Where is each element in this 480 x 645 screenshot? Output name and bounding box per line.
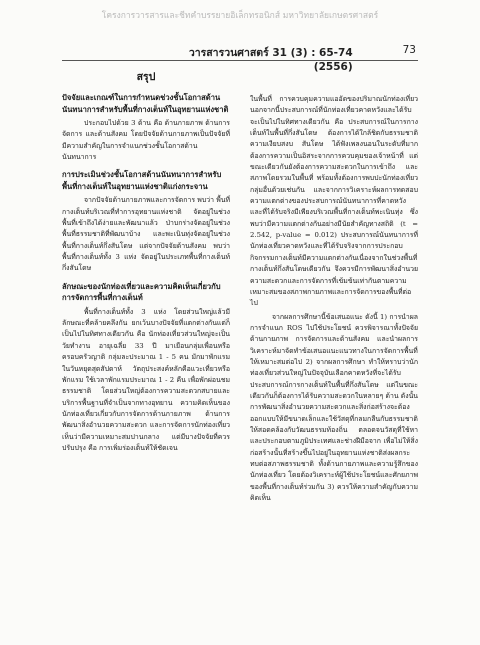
body-paragraph-recommendations: จากผลการศึกษานี้ข้อเสนอแนะ ดังนี้ 1) การนำผลการจำแนก ROS ไปใช้ประโยชน์ ควรพิจารณาทั้งปัจจัยด้านกายภาพ การจัดการและด้านสังคม และนำผลการวิเคราะห์มาจัดทำข้อเสนอแนะแนวทางในการจัดการพื้นที่ให้เหมาะสมต่อไป 2) จากผลการศึกษา ทำให้ทราบว่านักท่องเที่ยวส่วนใหญ่ในปัจจุบันเลือกคาดหวังที่จะได้รับประสบการณ์การกางเต็นท์ในพื้นที่กึ่งสันโดษ แต่ในขณะเดียวกันก็ต้องการได้รับความสะดวกในหลายๆ ด้าน ดังนั้น การพัฒนาสิ่งอำนวยความสะดวกและสิ่งก่อสร้างจะต้องออกแบบให้มีขนาดเล็กและใช้วัสดุที่กลมกลืนกับธรรมชาติ ให้สอดคล้องกับวัฒนธรรมท้องถิ่น ตลอดจนวัสดุที่ใช้หาและประกอบตามภูมิประเทศและช่างฝีมือจาก เพื่อไม่ให้สิ่งก่อสร้างนั้นที่สร้างขึ้นไปอยู่ในอุทยานแห่งชาติส่งผลกระทบต่อสภาพธรรมชาติ ทั้งด้านกายภาพและความรู้สึกของนักท่องเที่ยว โดยต้องวิเคราะห์ผู้ใช้ประโยชน์และศักยภาพของพื้นที่กางเต็นท์ร่วมกัน 3) ควรให้ความสำคัญกับความคิดเห็น [250,312,418,503]
right-column [250,94,418,506]
page-number: 73 [402,44,416,56]
journal-citation: วารสารวนศาสตร์ 31 (3) : 65-74 (2556) [188,47,353,73]
header-rule [62,60,418,61]
watermark-text: โครงการวารสารและชีทคำบรรยายอิเล็กทรอนิกส์ มหาวิทยาลัยเกษตรศาสตร์ [101,11,379,21]
section-paragraph-assessment: จากปัจจัยด้านกายภาพและการจัดการ พบว่า พื้นที่กางเต็นท์บริเวณที่ทำการอุทยานแห่งชาติ จัดอยู่ในช่วงพื้นที่เข้าถึงได้ง่ายและพัฒนาแล้ว ป่าบกร่างจัดอยู่ในช่วงพื้นที่ธรรมชาติที่พัฒนาบ้าง และพะเนินทุ่งจัดอยู่ในช่วงพื้นที่กางเต็นท์กึ่งสันโดษ แต่จากปัจจัยด้านสังคม พบว่า พื้นที่กางเต็นท์ทั้ง 3 แห่ง จัดอยู่ในประเภทพื้นที่กางเต็นท์กึ่งสันโดษ [62,196,230,273]
section-title-assessment: การประเมินช่วงชั้นโอกาสด้านนันทนาการสำหรับพื้นที่กางเต็นท์ในอุทยานแห่งชาติแก่งกระจาน [62,170,222,191]
section-paragraph-visitors: พื้นที่กางเต็นท์ทั้ง 3 แห่ง โดยส่วนใหญ่แล้วมีลักษณะที่คล้ายคลึงกัน ยกเว้นบางปัจจัยที่แตกต่างกันแต่ก็เป็นไปในทิศทางเดียวกัน คือ นักท่องเที่ยวส่วนใหญ่จะเป็นวัยทำงาน อายุเฉลี่ย 33 ปี มาเยือนกลุ่มเพื่อนหรือครอบครัวญาติ กลุ่มละประมาณ 1 - 5 คน มักมาพักแรมในวันหยุดสุดสัปดาห์ วัตถุประสงค์หลักคือแวะเที่ยวหรือพักแรม ใช้เวลาพักแรมประมาณ 1 - 2 คืน เพื่อพักผ่อนชมธรรมชาติ โดยส่วนใหญ่ต้องการความสะดวกสบายและบริการพื้นฐานที่จำเป็นจากทางอุทยาน ความคิดเห็นของนักท่องเที่ยวเกี่ยวกับการจัดการด้านกายภาพ ด้านการพัฒนาสิ่งอำนวยความสะดวก และการจัดการนักท่องเที่ยว เห็นว่ามีความเหมาะสมปานกลาง แต่มีบางปัจจัยที่ควรปรับปรุง คือ การเพิ่มร่องเต็นท์ให้ชัดเจน [62,307,230,452]
section-paragraph-factors: ประกอบไปด้วย 3 ด้าน คือ ด้านกายภาพ ด้านการจัดการ และด้านสังคม โดยปัจจัยด้านกายภาพเป็นปัจจัยที่มีความสำคัญในการจำแนกช่วงชั้นโอกาสด้านนันทนาการ [62,119,230,162]
section-title-visitors: ลักษณะของนักท่องเที่ยวและความคิดเห็นเกี่ยวกับการจัดการพื้นที่กางเต็นท์ [62,281,221,303]
summary-heading: สรุป [136,71,156,83]
body-paragraph-continued: ในพื้นที่ การควบคุมความแออัดของปริมาณนักท่องเที่ยวนอกจากนี้ประสบการณ์ที่นักท่องเที่ยวคาดหวังและได้รับจะเป็นไปในทิศทางเดียวกัน คือ ประสบการณ์ในการกางเต็นท์ในพื้นที่กึ่งสันโดษ ต้องการได้ใกล้ชิดกับธรรมชาติ ความเงียบสงบ สันโดษ ได้ฟังเพลงนอนในระดับที่มาก ต้องการความเป็นอิสระจากการควบคุมของเจ้าหน้าที่ แต่ขณะเดียวกันยังต้องการความสะดวกในการเข้าถึง และสภาพโดยรวมในพื้นที่ พร้อมทั้งต้องการพบปะนักท่องเที่ยวกลุ่มอื่นด้วยเช่นกัน และจากการวิเคราะห์ผลการทดสอบความแตกต่างของประสบการณ์นันทนาการที่คาดหวังและที่ได้รับจริงมีเพียงบริเวณพื้นที่กางเต็นท์พะเนินทุ่ง ซึ่งพบว่ามีความแตกต่างกันอย่างมีนัยสำคัญทางสถิติ (t = 2.542, p-value = 0.012) ประสบการณ์นันทนาการที่นักท่องเที่ยวคาดหวังและที่ได้รับจริงจากการประกอบกิจกรรมกางเต็นท์มีความแตกต่างกันเนื่องจากในช่วงพื้นที่กางเต็นท์กึ่งสันโดษเดียวกัน จึงควรมีการพัฒนาสิ่งอำนวยความสะดวกและการจัดการที่เข้มข้นเท่ากันตามความเหมาะสมของสภาพกายภาพและการจัดการของพื้นที่ต่อไป [250,95,418,308]
section-title-factors: ปัจจัยและเกณฑ์ในการกำหนดช่วงชั้นโอกาสด้านนันทนาการสำหรับพื้นที่กางเต็นท์ในอุทยานแห่งชาติ [62,93,229,114]
left-column [62,68,230,456]
